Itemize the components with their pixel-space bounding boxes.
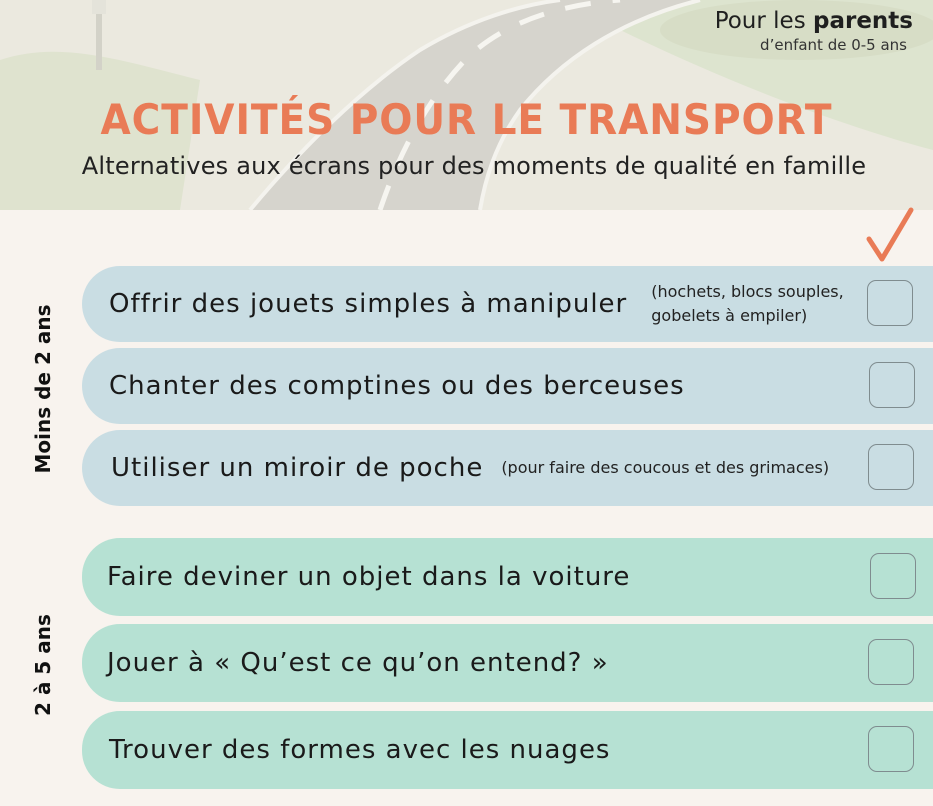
audience-line: Pour les parents xyxy=(714,8,913,34)
audience-age: d’enfant de 0-5 ans xyxy=(760,36,907,54)
section-label-under-2: Moins de 2 ans xyxy=(31,304,55,474)
activity-checkbox[interactable] xyxy=(868,639,914,685)
activity-text: Faire deviner un objet dans la voiture xyxy=(107,562,631,592)
activity-checkbox[interactable] xyxy=(870,553,916,599)
page-title: ACTIVITÉS POUR LE TRANSPORT xyxy=(100,95,833,144)
activity-checkbox[interactable] xyxy=(869,362,915,408)
audience-block xyxy=(715,6,913,54)
page-subtitle: Alternatives aux écrans pour des moments de qualité en famille xyxy=(81,152,867,180)
activity-note: (pour faire des coucous et des grimaces) xyxy=(501,458,830,477)
activity-row xyxy=(82,711,933,789)
activity-text: Offrir des jouets simples à manipuler xyxy=(109,289,628,319)
activity-row xyxy=(82,266,933,342)
activity-row xyxy=(82,430,933,506)
activity-checkbox[interactable] xyxy=(868,444,914,490)
activity-checkbox[interactable] xyxy=(868,726,914,772)
audience-bold: parents xyxy=(813,8,913,34)
activity-checkbox[interactable] xyxy=(867,280,913,326)
activity-text: Jouer à « Qu’est ce qu’on entend? » xyxy=(107,648,609,678)
activity-note: (hochets, blocs souples, gobelets à empiler) xyxy=(651,282,844,325)
activity-text: Chanter des comptines ou des berceuses xyxy=(109,371,685,401)
activity-row xyxy=(82,348,933,424)
activity-text: Trouver des formes avec les nuages xyxy=(109,735,611,765)
section-label-2-to-5: 2 à 5 ans xyxy=(31,614,55,716)
activity-row xyxy=(82,624,933,702)
activity-text: Utiliser un miroir de poche xyxy=(111,453,484,483)
activity-row xyxy=(82,538,933,616)
checkmark-icon xyxy=(866,206,914,264)
header-banner xyxy=(0,0,933,210)
